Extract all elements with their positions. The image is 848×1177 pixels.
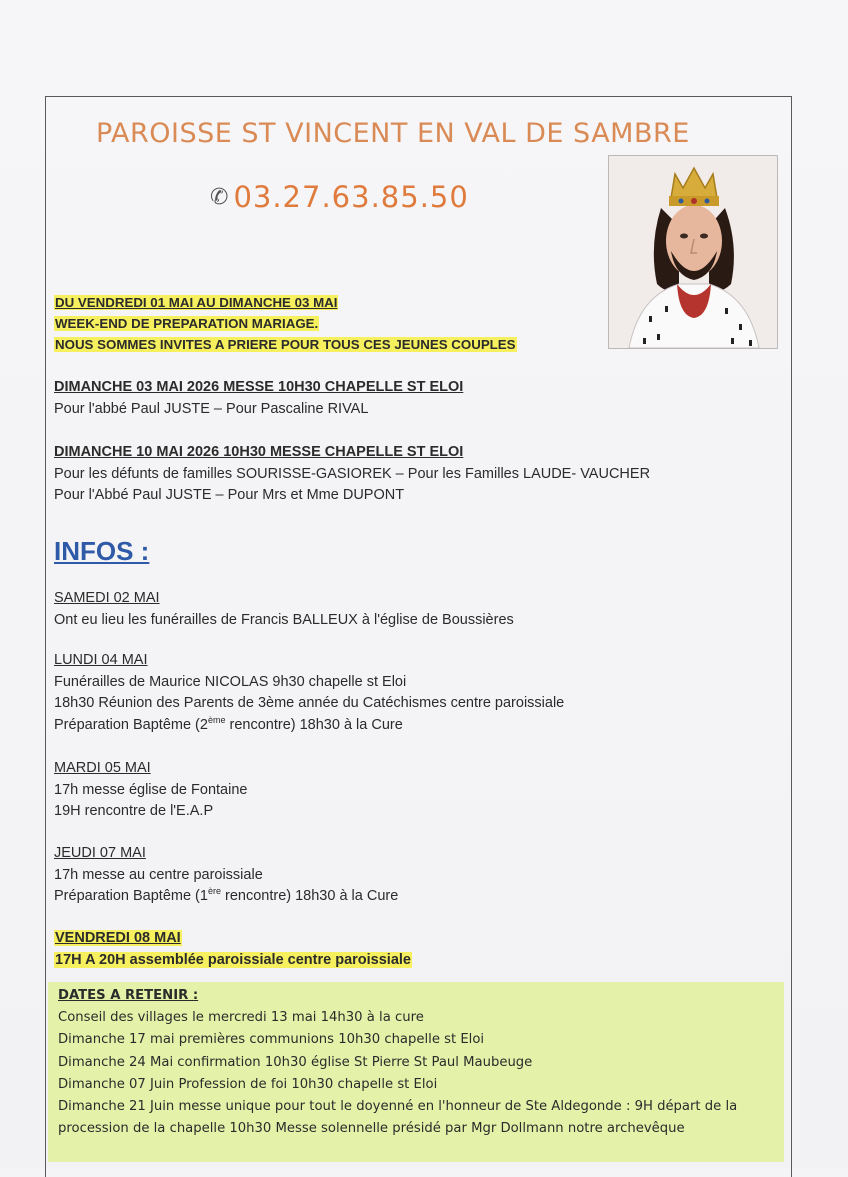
mass-03-heading: DIMANCHE 03 MAI 2026 MESSE 10H30 CHAPELLE ST ELOI — [54, 379, 464, 395]
dates-to-remember — [58, 985, 778, 1140]
lundi-line-1: Funérailles de Maurice NICOLAS 9h30 chapelle st Eloi — [54, 673, 407, 690]
mass-10-heading: DIMANCHE 10 MAI 2026 10H30 MESSE CHAPELLE ST ELOI — [54, 444, 464, 460]
date-item: procession de la chapelle 10h30 Messe solennelle présidé par Mgr Dollmann notre archevêque — [58, 1121, 685, 1137]
infos-heading: INFOS : — [54, 536, 150, 566]
vendredi-line-1: 17H A 20H assemblée paroissiale centre paroissiale — [55, 951, 411, 968]
lundi-line-3-rest: rencontre) 18h30 à la Cure — [225, 716, 403, 733]
mardi-section — [54, 758, 247, 823]
marriage-weekend-notice — [54, 292, 517, 355]
mass-10-intention-1: Pour les défunts de familles SOURISSE-GASIOREK – Pour les Familles LAUDE- VAUCHER — [54, 465, 651, 482]
mass-10-intention-2: Pour l'Abbé Paul JUSTE – Pour Mrs et Mme DUPONT — [54, 487, 405, 503]
date-item: Conseil des villages le mercredi 13 mai 14h30 à la cure — [58, 1010, 424, 1026]
vendredi-heading: VENDREDI 08 MAI — [55, 930, 181, 946]
weekend-prayer: NOUS SOMMES INVITES A PRIERE POUR TOUS CES JEUNES COUPLES — [55, 337, 516, 352]
mardi-line-2: 19H rencontre de l'E.A.P — [54, 803, 214, 819]
date-item: Dimanche 07 Juin Profession de foi 10h30 chapelle st Eloi — [58, 1076, 438, 1092]
lundi-line-3 — [54, 715, 564, 737]
lundi-section — [54, 650, 564, 736]
phone-number-row — [210, 180, 469, 214]
mardi-line-1: 17h messe église de Fontaine — [54, 781, 248, 798]
samedi-section — [54, 588, 514, 631]
jeudi-line-1: 17h messe au centre paroissiale — [54, 866, 263, 883]
parish-title: PAROISSE ST VINCENT EN VAL DE SAMBRE — [96, 118, 690, 149]
jeudi-heading: JEUDI 07 MAI — [54, 845, 146, 861]
saint-portrait-image — [608, 155, 778, 349]
mass-10-may — [54, 442, 650, 507]
jeudi-line-2 — [54, 886, 398, 908]
jeudi-line-2-sup: ère — [207, 886, 221, 897]
jeudi-section — [54, 843, 398, 908]
jeudi-line-2-rest: rencontre) 18h30 à la Cure — [220, 888, 399, 904]
mass-03-intention: Pour l'abbé Paul JUSTE – Pour Pascaline RIVAL — [54, 400, 369, 417]
dates-heading: DATES A RETENIR : — [58, 988, 199, 1003]
lundi-line-2: 18h30 Réunion des Parents de 3ème année du Catéchismes centre paroissiale — [54, 695, 565, 711]
weekend-dates: DU VENDREDI 01 MAI AU DIMANCHE 03 MAI — [55, 295, 338, 310]
weekend-title: WEEK-END DE PREPARATION MARIAGE. — [55, 316, 319, 331]
samedi-line-1: Ont eu lieu les funérailles de Francis BALLEUX à l'église de Boussières — [54, 611, 514, 628]
samedi-heading: SAMEDI 02 MAI — [54, 590, 160, 606]
date-item: Dimanche 24 Mai confirmation 10h30 église St Pierre St Paul Maubeuge — [58, 1054, 533, 1070]
vendredi-section — [54, 928, 412, 971]
jeudi-line-2-text: Préparation Baptême (1 — [54, 888, 208, 904]
lundi-heading: LUNDI 04 MAI — [54, 652, 148, 668]
mardi-heading: MARDI 05 MAI — [54, 760, 151, 776]
lundi-line-3-text: Préparation Baptême (2 — [54, 716, 208, 733]
phone-icon: ✆ — [210, 184, 230, 210]
date-item: Dimanche 17 mai premières communions 10h30 chapelle st Eloi — [58, 1032, 485, 1048]
phone-number: 03.27.63.85.50 — [233, 180, 469, 214]
lundi-line-3-sup: ème — [207, 714, 226, 725]
mass-03-may — [54, 377, 463, 420]
date-item: Dimanche 21 Juin messe unique pour tout le doyenné en l'honneur de Ste Aldegonde : 9H départ de la — [58, 1099, 738, 1115]
